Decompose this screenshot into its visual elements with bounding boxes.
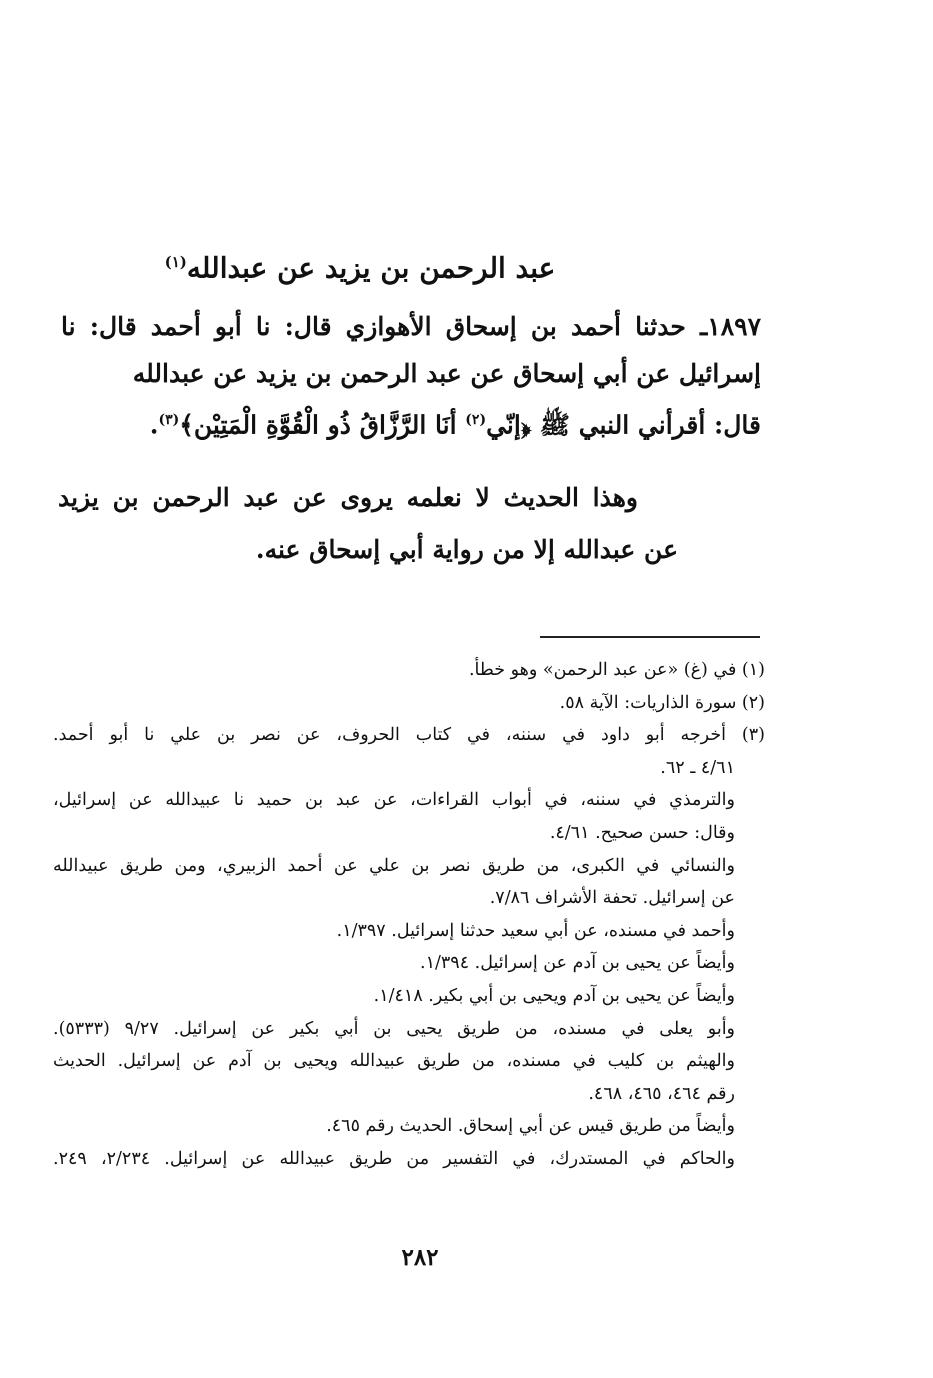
footnote-line: وأيضاً عن يحيى بن آدم عن إسرائيل. ١/٣٩٤.	[420, 953, 735, 974]
quran-verse: أنَا الرَّزَّاقُ ذُو الْقُوَّةِ الْمَتِيْن﴾	[179, 410, 457, 440]
page-number: ٢٨٢	[401, 1244, 439, 1271]
footnotes	[53, 654, 765, 1176]
title-footnote-marker: (١)	[164, 253, 187, 271]
hadith-line-1	[61, 303, 761, 350]
section-title	[150, 240, 570, 290]
footnote-line: والحاكم في المستدرك، في التفسير من طريق عبيدالله عن إسرائيل. ٢/٢٣٤، ٢٤٩.	[53, 1148, 735, 1169]
footnote-separator	[540, 636, 760, 638]
commentary-line-2: عن عبدالله إلا من رواية أبي إسحاق عنه.	[255, 535, 678, 564]
footnote-marker-2: (٢)	[465, 412, 487, 428]
footnote-line: (٢) سورة الذاريات: الآية ٥٨.	[559, 692, 765, 713]
hadith-number: ١٨٩٧	[707, 312, 761, 341]
hadith-line-1-text: ـ حدثنا أحمد بن إسحاق الأهوازي قال: نا أبو أحمد قال: نا	[61, 312, 708, 341]
footnote-line: وأبو يعلى في مسنده، من طريق يحيى بن أبي بكير عن إسرائيل. ٩/٢٧ (٥٣٣٣).	[53, 1018, 736, 1039]
footnote-marker-3: (٣)	[158, 412, 180, 428]
hadith-line-3	[141, 397, 761, 448]
footnote-line: (١) في (غ) «عن عبد الرحمن» وهو خطأ.	[468, 660, 765, 680]
footnote-line: والنسائي في الكبرى، من طريق نصر بن علي عن أحمد الزبيري، ومن طريق عبيدالله	[53, 855, 735, 876]
footnote-line: عن إسرائيل. تحفة الأشراف ٧/٨٦.	[489, 888, 735, 909]
hadith-line-2: إسرائيل عن أبي إسحاق عن عبد الرحمن بن يزيد عن عبدالله	[132, 359, 761, 388]
footnote-line: رقم ٤٦٤، ٤٦٥، ٤٦٨.	[588, 1083, 735, 1104]
hadith-line-3-a: قال: أقرأني النبي ﷺ ﴿إنّي	[486, 410, 761, 440]
footnote-line: وأيضاً من طريق قيس عن أبي إسحاق. الحديث رقم ٤٦٥.	[326, 1116, 735, 1137]
footnote-line: ٤/٦١ ـ ٦٢.	[660, 757, 735, 778]
footnote-line: وأيضاً عن يحيى بن آدم ويحيى بن أبي بكير. ١/٤١٨.	[373, 985, 735, 1006]
section-title-text: عبد الرحمن بن يزيد عن عبدالله	[186, 251, 556, 285]
commentary-block	[58, 472, 678, 576]
hadith-line-3-end: .	[149, 410, 159, 440]
footnote-line: والهيثم بن كليب في مسنده، من طريق عبيدالله ويحيى بن آدم عن إسرائيل. الحديث	[53, 1051, 735, 1072]
footnote-line: وأحمد في مسنده، عن أبي سعيد حدثنا إسرائيل. ١/٣٩٧.	[336, 920, 735, 941]
footnote-line: (٣) أخرجه أبو داود في سننه، في كتاب الحروف، عن نصر بن علي نا أبو أحمد.	[53, 725, 765, 746]
footnote-line: والترمذي في سننه، في أبواب القراءات، عن عبد بن حميد نا عبيدالله عن إسرائيل،	[53, 790, 735, 811]
commentary-line-1: وهذا الحديث لا نعلمه يروى عن عبد الرحمن بن يزيد	[58, 483, 638, 512]
hadith-block	[61, 303, 761, 448]
footnote-line: وقال: حسن صحيح. ٤/٦١.	[549, 822, 735, 843]
